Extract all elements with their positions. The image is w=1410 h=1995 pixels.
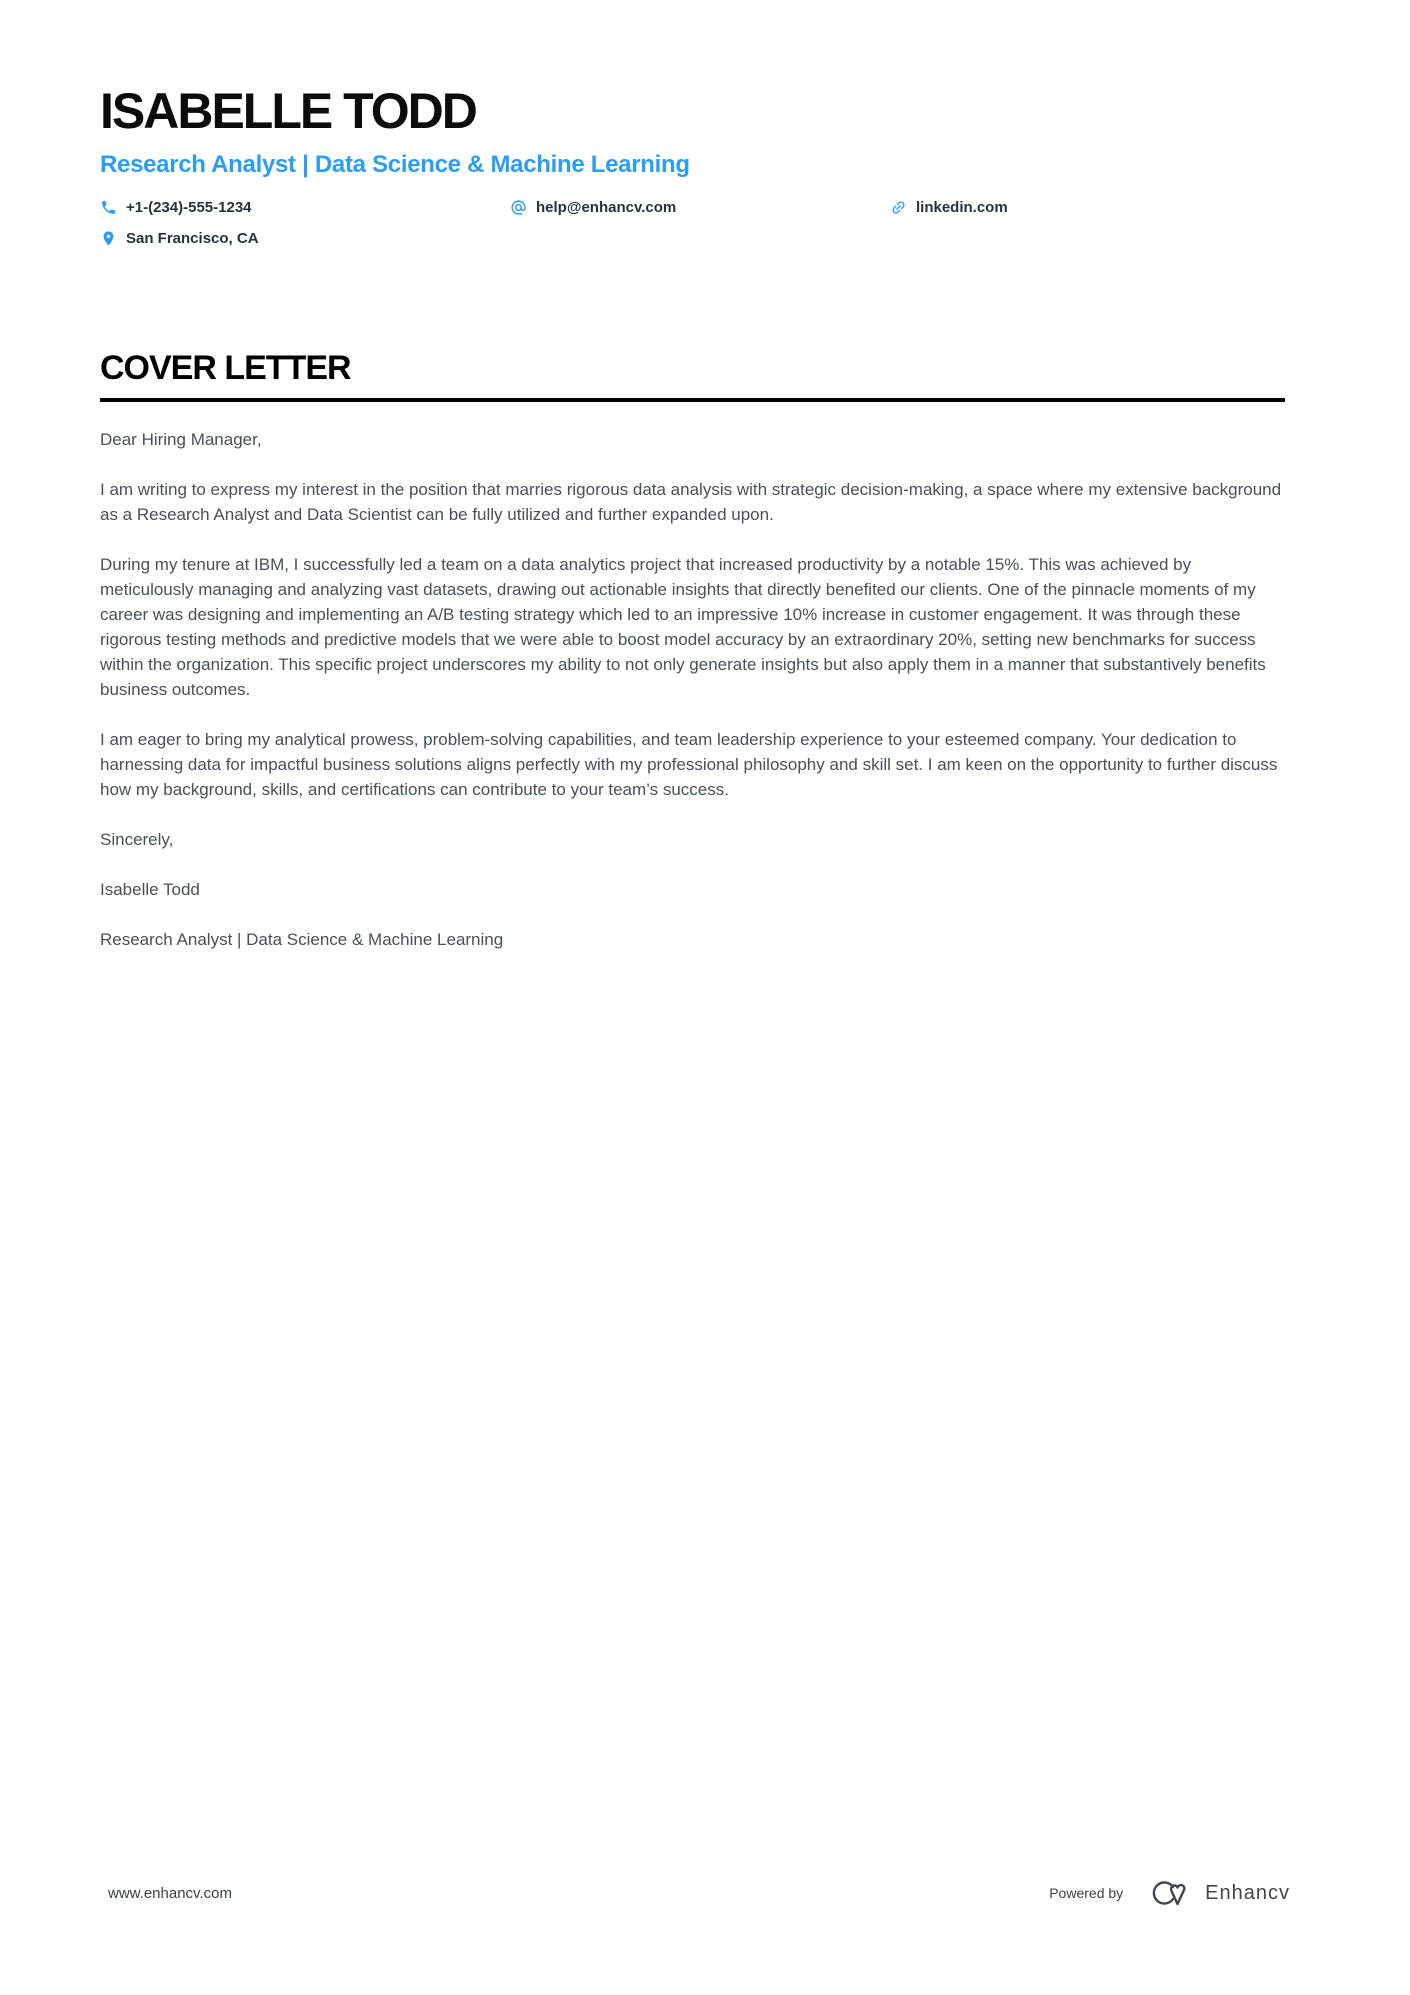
link-icon (890, 199, 907, 216)
phone-icon (100, 199, 117, 216)
powered-by-label: Powered by (1049, 1885, 1124, 1901)
paragraph: I am eager to bring my analytical prowess, problem-solving capabilities, and team leadership experience to your esteemed company. Your dedication to harnessing data for impactful business solutions aligns perfectly with my professional philosophy and skill set. I am keen on the opportunity to further discuss how my background, skills, and certifications can contribute to your team’s success. (100, 730, 1278, 799)
signature-title: Research Analyst | Data Science & Machine Learning (100, 930, 504, 949)
header (100, 84, 1285, 247)
cover-letter-section (100, 349, 1285, 952)
location-icon (100, 230, 117, 247)
contact-phone (100, 199, 510, 216)
website-link[interactable]: www.enhancv.com (108, 1884, 232, 1902)
contact-email[interactable] (510, 199, 890, 216)
contact-linkedin[interactable] (890, 199, 1285, 216)
powered-by-brand (1049, 1878, 1290, 1908)
paragraph: During my tenure at IBM, I successfully led a team on a data analytics project that increased productivity by a notable 15%. This was achieved by meticulously managing and analyzing vast datasets, drawing out actionable insights that directly benefited our clients. One of the pinnacle moments of my career was designing and implementing an A/B testing strategy which led to an impressive 10% increase in customer engagement. It was through these rigorous testing methods and predictive models that we were able to boost model accuracy by an extraordinary 20%, setting new benchmarks for success within the organization. This specific project underscores my ability to not only generate insights but also apply them in a manner that substantively benefits business outcomes. (100, 555, 1266, 699)
contact-location-value: San Francisco, CA (126, 230, 259, 247)
cover-letter-heading: COVER LETTER (100, 349, 1285, 402)
person-title: Research Analyst | Data Science & Machine Learning (100, 151, 690, 178)
contact-linkedin-value: linkedin.com (916, 199, 1008, 216)
contact-email-value: help@enhancv.com (536, 199, 677, 216)
person-name: ISABELLE TODD (100, 83, 476, 139)
brand-wordmark: Enhancv (1205, 1881, 1290, 1904)
greeting: Dear Hiring Manager, (100, 430, 262, 449)
footer (108, 1876, 1290, 1910)
cover-letter-body (100, 427, 1285, 952)
contact-info (100, 199, 1285, 247)
signature-name: Isabelle Todd (100, 880, 200, 899)
enhancv-logo-icon (1147, 1878, 1193, 1908)
contact-location (100, 230, 1285, 247)
signoff: Sincerely, (100, 830, 174, 849)
at-icon (510, 199, 527, 216)
contact-phone-value: +1-(234)-555-1234 (126, 199, 252, 216)
paragraph: I am writing to express my interest in the position that marries rigorous data analysis with strategic decision-making, a space where my extensive background as a Research Analyst and Data Scientist can be fully utilized and further expanded upon. (100, 480, 1282, 524)
